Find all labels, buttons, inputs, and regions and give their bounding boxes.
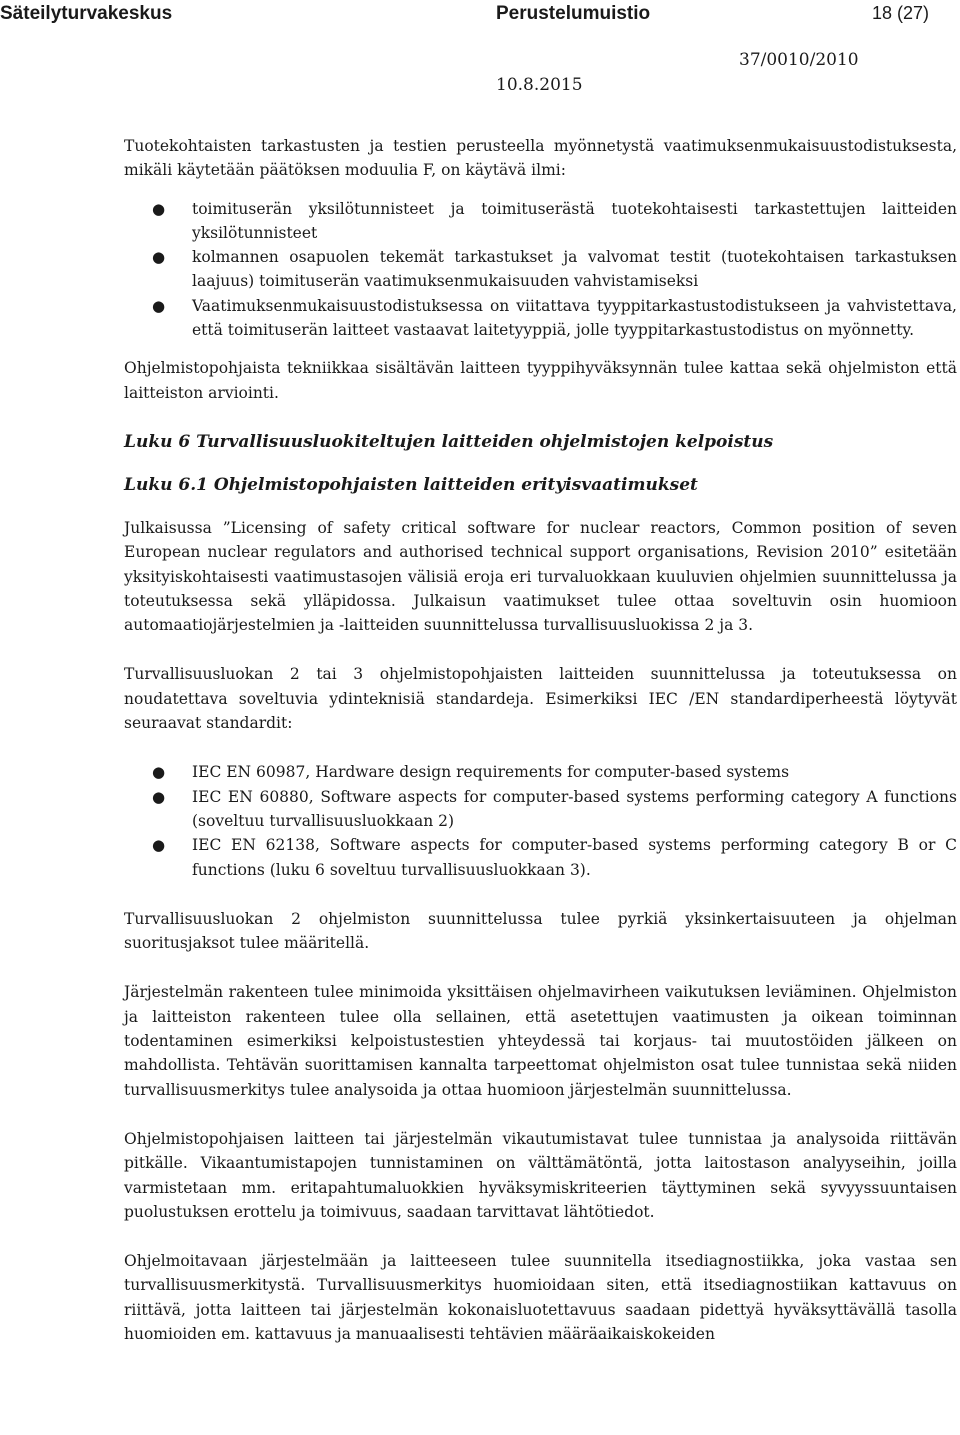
failure-modes-paragraph: Ohjelmistopohjaisen laitteen tai järjestelmän vikautumistavat tulee tunnistaa ja analysoida riittävän pitkälle. Vikaantumistapojen tunnistaminen on välttämätöntä, jotta laitostason analyyseihin, joilla varmistetaan mm. eritapahtumaluokkien hyväksymiskriteerien täyttyminen sekä syvyyssuuntaisen puolustuksen erottelu ja toimivuus, saadaan tarvittavat lähtötiedot. [124,1129,957,1221]
structure-paragraph: Järjestelmän rakenteen tulee minimoida yksittäisen ohjelmavirheen vaikutuksen leviäminen. Ohjelmiston ja laitteiston rakenteen tulee olla sellainen, että asetettujen vaatimusten ja oikean toiminnan todentaminen esimerkiksi kelpoistustestien yhteydessä tai korjaus- tai muutostöiden jälkeen on mahdollista. Tehtävän suorittamisen kannalta tarpeettomat ohjelmiston osat tulee tunnistaa sekä niiden turvallisuusmerkitys tulee analysoida ja ottaa huomioon järjestelmän suunnittelussa. [124,983,957,1099]
list-item: ● IEC EN 60987, Hardware design requirements for computer-based systems [124,760,957,784]
intro-paragraph: Tuotekohtaisten tarkastusten ja testien perusteella myönnetystä vaatimuksenmukaisuustodistuksesta, mikäli käytetään päätöksen moduulia F, on käytävä ilmi: [124,137,957,180]
standards-list [124,760,957,881]
header-document-type: Perustelumuistio [496,3,651,24]
header-reference-number: 37/0010/2010 [739,50,859,70]
bullet-icon: ● [152,836,166,855]
self-diagnostics-paragraph: Ohjelmoitavaan järjestelmään ja laitteeseen tulee suunnitella itsediagnostiikka, joka vastaa sen turvallisuusmerkitystä. Turvallisuusmerkitys huomioidaan siten, että itsediagnostiikan kattavuus on riittävä, jotta laitteen tai järjestelmän kokonaisluotettavuus saadaan pidettyä hyväksyttävällä tasolla huomioiden em. kattavuus ja manuaalisesti tehtävien määräaikaiskokeiden [124,1252,957,1343]
bullet-icon: ● [152,248,166,267]
bullet-icon: ● [152,296,166,315]
chapter-6-heading: Luku 6 Turvallisuusluokiteltujen laitteiden ohjelmistojen kelpoistus [124,431,774,452]
bullet-icon: ● [152,787,166,806]
list-item: ● Vaatimuksenmukaisuustodistuksessa on viitattava tyyppitarkastustodistukseen ja vahvistettava, että toimituserän laitteet vastaavat laitetyyppiä, jolle tyyppitarkastustodistus on myönnetty. [124,294,957,343]
header-page-number: 18 (27) [872,3,930,23]
list-item: ● toimituserän yksilötunnisteet ja toimituserästä tuotekohtaisesti tarkastettujen laitteiden yksilötunnisteet [124,197,957,246]
publication-paragraph: Julkaisussa ”Licensing of safety critical software for nuclear reactors, Common position of seven European nuclear regulators and authorised technical support organisations, Revision 2010” esitetään yksityiskohtaisesti vaatimustasojen välisiä eroja eri turvaluokkaan kuuluvien ohjelmien suunnittelussa ja toteutuksessa sekä ylläpidossa. Julkaisun vaatimukset tulee ottaa soveltuvin osin huomioon automaatiojärjestelmien ja -laitteiden suunnittelussa turvallisuusluokissa 2 ja 3. [124,518,957,635]
header-date: 10.8.2015 [496,75,583,95]
list-item: ● kolmannen osapuolen tekemät tarkastukset ja valvomat testit (tuotekohtaisen tarkastuksen laajuus) toimituserän vaatimuksenmukaisuuden vahvistamiseksi [124,245,957,294]
certificate-requirements-list [124,197,957,343]
section-6-1-heading: Luku 6.1 Ohjelmistopohjaisten laitteiden erityisvaatimukset [124,474,698,495]
bullet-icon: ● [152,763,166,782]
list-item: ● IEC EN 60880, Software aspects for computer-based systems performing category A functions (soveltuu turvallisuusluokkaan 2) [124,785,957,834]
bullet-icon: ● [152,199,166,218]
simplicity-paragraph: Turvallisuusluokan 2 ohjelmiston suunnittelussa tulee pyrkiä yksinkertaisuuteen ja ohjelman suoritusjaksot tulee määritellä. [124,909,957,953]
document-body [124,134,957,1346]
list-item: ● IEC EN 62138, Software aspects for computer-based systems performing category B or C functions (luku 6 soveltuu turvallisuusluokkaan 3). [124,833,957,882]
safety-class-standards-paragraph: Turvallisuusluokan 2 tai 3 ohjelmistopohjaisten laitteiden suunnittelussa ja toteutuksessa on noudatettava soveltuvia ydinteknisiä standardeja. Esimerkiksi IEC /EN standardiperheestä löytyvät seuraavat standardit: [124,665,957,733]
software-type-approval-paragraph: Ohjelmistopohjaista tekniikkaa sisältävän laitteen tyyppihyväksynnän tulee kattaa sekä ohjelmiston että laitteiston arviointi. [124,359,957,402]
header-organization: Säteilyturvakeskus [0,3,173,24]
